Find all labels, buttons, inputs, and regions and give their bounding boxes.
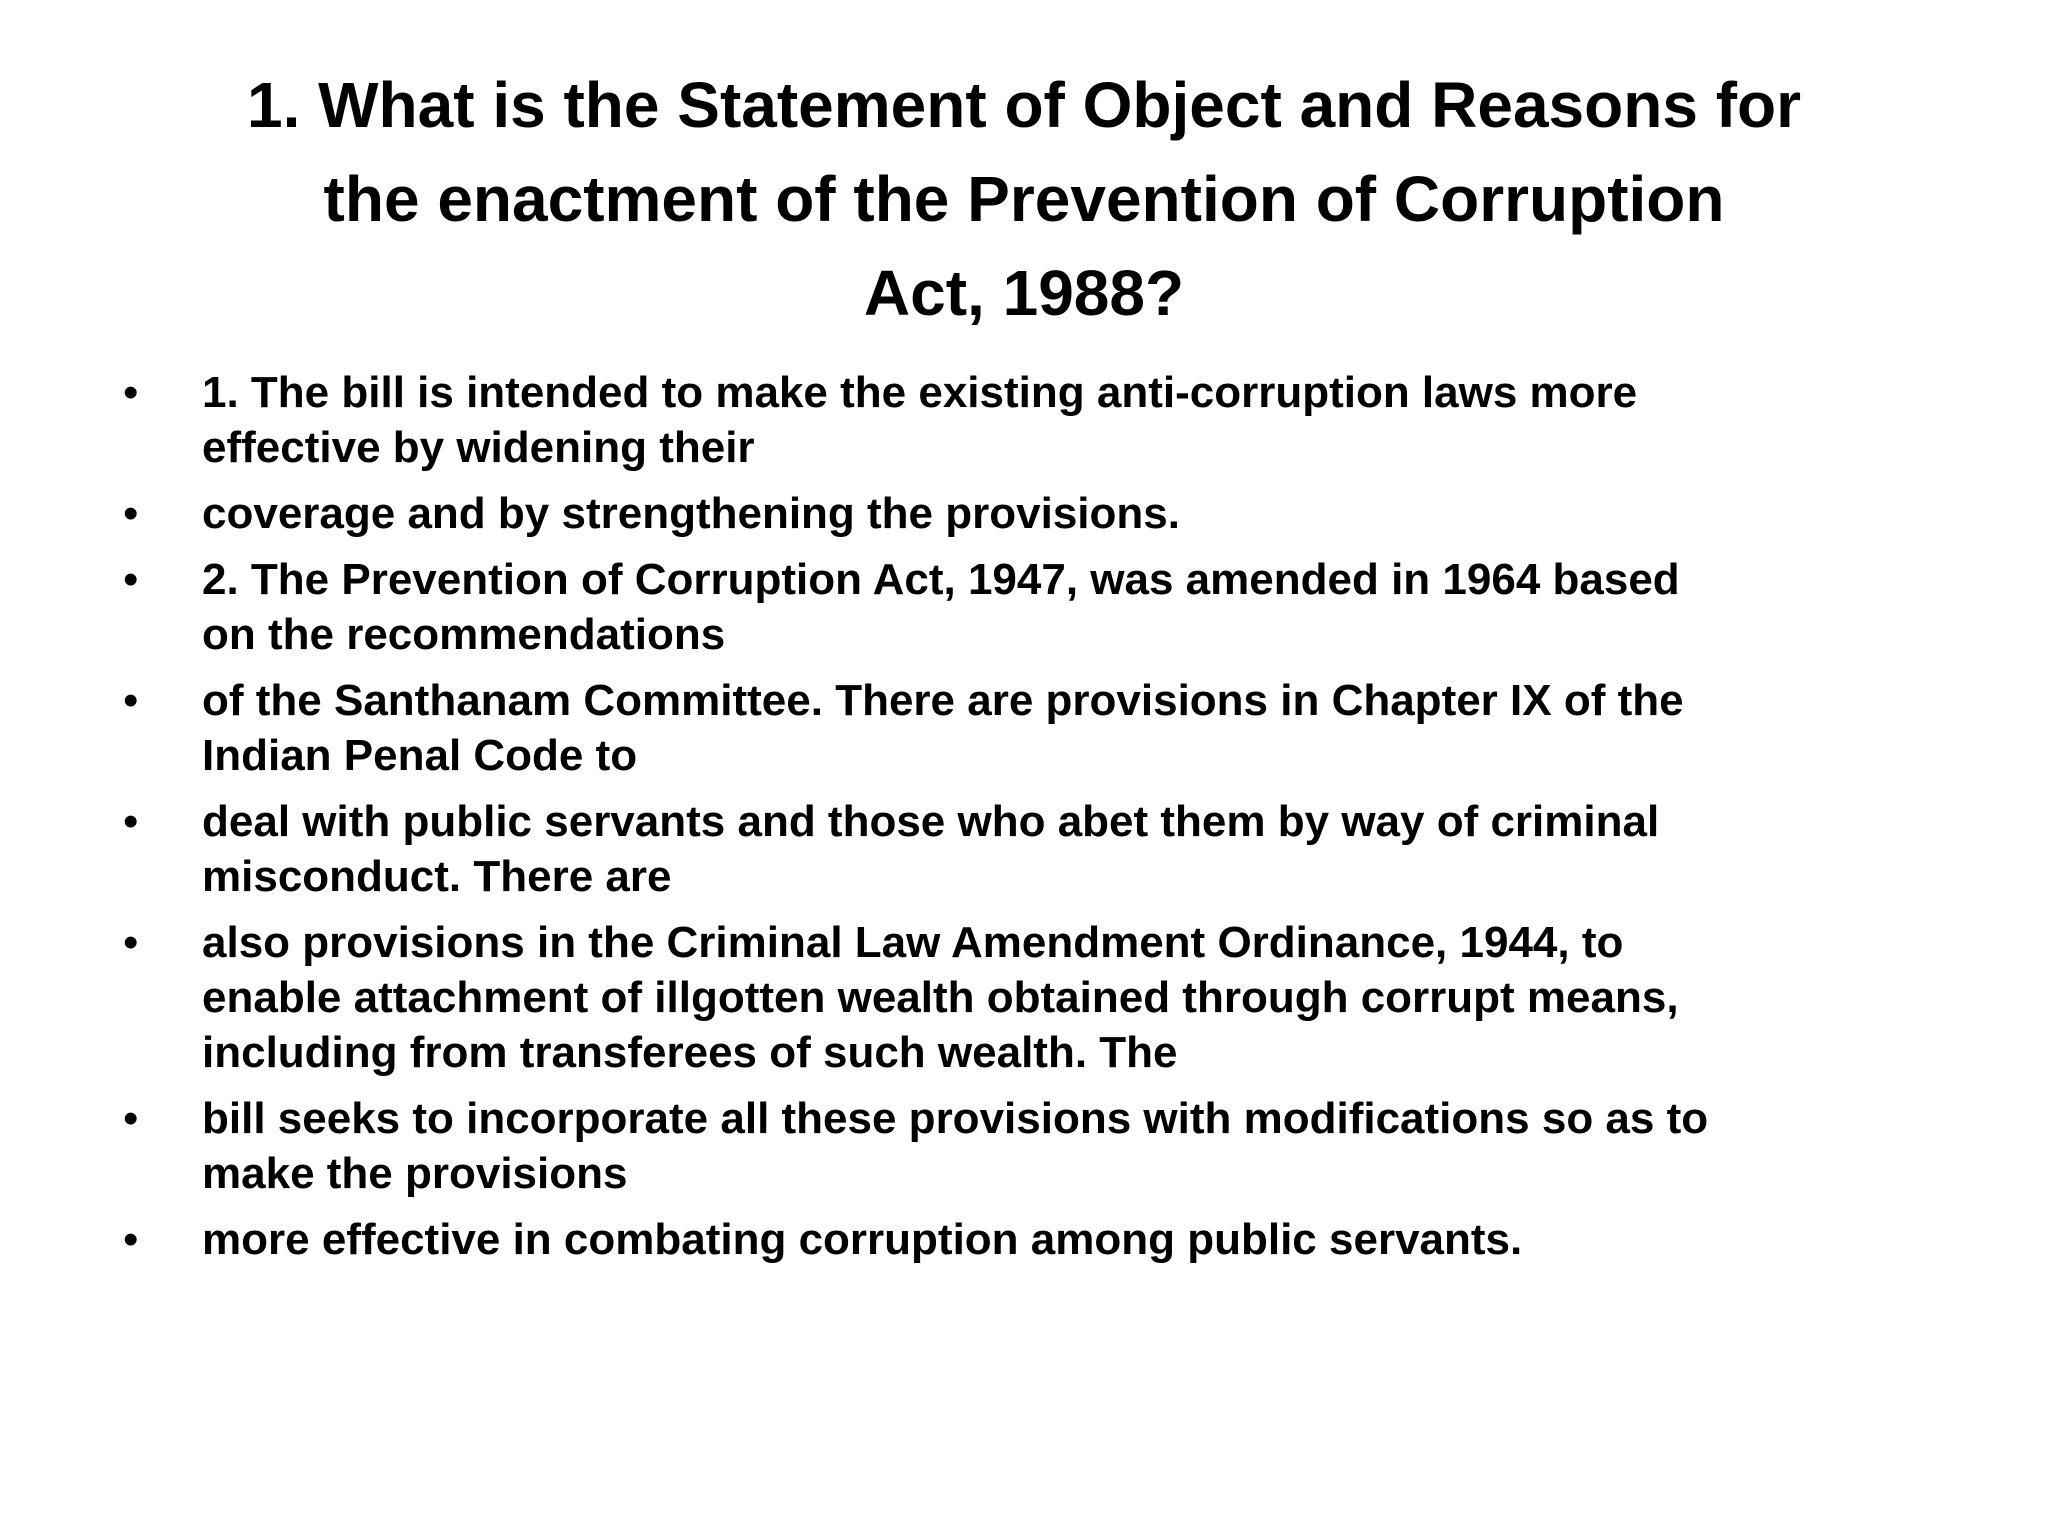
bullet-text-line: also provisions in the Criminal Law Amendment Ordinance, 1944, to <box>202 918 1624 967</box>
bullet-text-line: deal with public servants and those who abet them by way of criminal <box>202 797 1660 846</box>
bullet-item-8 <box>120 1212 1940 1267</box>
bullet-text-line: 2. The Prevention of Corruption Act, 1947, was amended in 1964 based <box>202 555 1680 604</box>
bullet-dot: • <box>123 368 139 417</box>
bullet-item-1 <box>120 365 1940 475</box>
bullet-item-6 <box>120 915 1940 1080</box>
bullet-text-line: including from transferees of such wealth. The <box>202 1028 1178 1077</box>
bullet-text-line: on the recommendations <box>202 610 726 659</box>
bullet-text-line: bill seeks to incorporate all these provisions with modifications so as to <box>202 1094 1709 1143</box>
bullet-item-5 <box>120 794 1940 904</box>
bullet-dot: • <box>123 918 139 967</box>
bullet-dot: • <box>123 676 139 725</box>
bullet-text-line: effective by widening their <box>202 423 755 472</box>
bullet-text-line: Indian Penal Code to <box>202 731 638 780</box>
bullet-dot: • <box>123 1215 139 1264</box>
bullet-list <box>120 365 1940 1278</box>
bullet-text-line: more effective in combating corruption among public servants. <box>202 1215 1523 1264</box>
bullet-text-line: misconduct. There are <box>202 852 672 901</box>
bullet-text-line: coverage and by strengthening the provisions. <box>202 489 1180 538</box>
bullet-text-line: 1. The bill is intended to make the existing anti-corruption laws more <box>202 368 1638 417</box>
bullet-text-line: make the provisions <box>202 1149 628 1198</box>
bullet-item-4 <box>120 673 1940 783</box>
title-line-3: Act, 1988? <box>863 257 1185 329</box>
title-line-2: the enactment of the Prevention of Corruption <box>323 163 1725 235</box>
bullet-dot: • <box>123 489 139 538</box>
bullet-item-2 <box>120 486 1940 541</box>
title-line-1: 1. What is the Statement of Object and Reasons for <box>246 69 1802 141</box>
bullet-item-3 <box>120 552 1940 662</box>
bullet-item-7 <box>120 1091 1940 1201</box>
slide-title <box>150 58 1898 340</box>
bullet-dot: • <box>123 797 139 846</box>
bullet-text-line: of the Santhanam Committee. There are provisions in Chapter IX of the <box>202 676 1684 725</box>
bullet-dot: • <box>123 1094 139 1143</box>
bullet-dot: • <box>123 555 139 604</box>
bullet-text-line: enable attachment of illgotten wealth obtained through corrupt means, <box>202 973 1679 1022</box>
